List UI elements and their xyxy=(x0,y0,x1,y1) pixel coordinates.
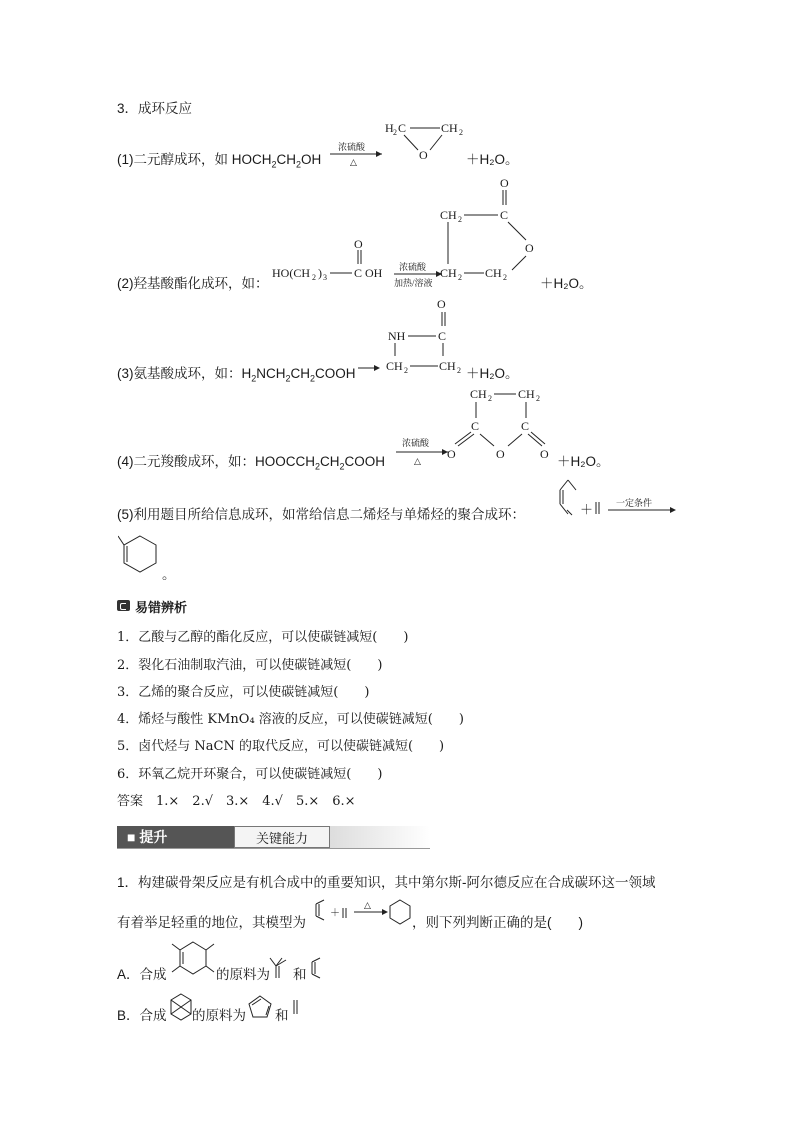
svg-text:NH: NH xyxy=(388,329,406,343)
reagent-label: 浓硫酸 xyxy=(338,142,366,152)
svg-text:C: C xyxy=(398,121,407,135)
svg-text:C: C xyxy=(438,329,447,343)
svg-text:CH: CH xyxy=(386,359,403,373)
item-3-tail: ＋H₂O。 xyxy=(466,366,519,381)
svg-text:浓硫酸: 浓硫酸 xyxy=(399,262,427,272)
svg-text:2: 2 xyxy=(488,394,492,403)
option-b-mid: 的原料为 xyxy=(192,1008,246,1023)
svg-text:加热/溶液: 加热/溶液 xyxy=(394,278,433,288)
item-5-product-ring xyxy=(118,532,163,576)
item-2-tail: ＋H₂O。 xyxy=(540,276,593,291)
item-5-tail: 。 xyxy=(162,567,176,582)
yicuo-item-4: 4．烯烃与酸性 KMnO₄ 溶液的反应，可以使碳链减短( ) xyxy=(117,712,464,727)
svg-text:2: 2 xyxy=(404,366,408,375)
svg-text:C: C xyxy=(500,208,509,222)
svg-text:CH: CH xyxy=(470,387,487,401)
option-b-cyclopentadiene xyxy=(246,994,274,1020)
svg-text:2: 2 xyxy=(393,128,397,137)
banner-tisheng: ■ 提升 xyxy=(117,826,234,848)
svg-text:CH: CH xyxy=(440,208,457,222)
option-b-and: 和 xyxy=(275,1008,289,1023)
svg-text:2: 2 xyxy=(457,366,461,375)
svg-text:C: C xyxy=(521,419,530,433)
option-a-product xyxy=(168,936,218,980)
item-5-text: (5)利用题目所给信息成环，如常给信息二烯烃与单烯烃的聚合成环： xyxy=(117,507,525,522)
yicuo-answer: 答案 1.× 2.√ 3.× 4.√ 5.× 6.× xyxy=(117,794,356,809)
svg-text:C: C xyxy=(354,266,363,280)
svg-text:2: 2 xyxy=(312,273,316,282)
banner-guanjian: 关键能力 xyxy=(234,826,330,848)
svg-text:HO(CH: HO(CH xyxy=(272,266,310,280)
svg-text:C: C xyxy=(471,419,480,433)
item-4-anhydride xyxy=(392,384,572,468)
yicuo-item-3: 3．乙烯的聚合反应，可以使碳链减短( ) xyxy=(117,685,370,700)
svg-text:CH: CH xyxy=(518,387,535,401)
item-1-text: (1)二元醇成环，如 $HOCH_2CH_2OH$ xyxy=(117,152,322,170)
item-3-text: (3)氨基酸成环，如：$H_2NCH_2CH_2COOH$ xyxy=(117,366,356,384)
svg-text:O: O xyxy=(419,148,428,162)
svg-text:＋: ＋ xyxy=(330,908,340,919)
question-line-2b: ，则下列判断正确的是( ) xyxy=(412,915,583,930)
banner-fade xyxy=(330,826,430,848)
svg-text:): ) xyxy=(318,266,322,280)
svg-text:CH: CH xyxy=(441,121,458,135)
svg-text:△: △ xyxy=(364,900,371,910)
svg-text:2: 2 xyxy=(458,215,462,224)
item-1-tail: ＋H₂O。 xyxy=(466,152,519,167)
svg-text:2: 2 xyxy=(536,394,540,403)
option-b-prefix: B．合成 xyxy=(117,1008,167,1023)
yicuo-item-5: 5．卤代烃与 NaCN 的取代反应，可以使碳链减短( ) xyxy=(117,739,445,754)
item-2-reaction xyxy=(272,172,562,292)
item-4-text: (4)二元羧酸成环，如：$HOOCCH_2CH_2COOH$ xyxy=(117,454,386,472)
svg-text:浓硫酸: 浓硫酸 xyxy=(402,438,430,448)
yicuo-item-6: 6．环氧乙烷开环聚合，可以使碳链减短( ) xyxy=(117,767,383,782)
epoxide-h2c: H xyxy=(385,121,394,135)
section-title: 3．成环反应 xyxy=(117,101,193,116)
svg-text:O: O xyxy=(540,447,549,461)
svg-text:O: O xyxy=(500,176,509,190)
yicuo-item-2: 2．裂化石油制取汽油，可以使碳链减短( ) xyxy=(117,658,383,673)
plus-sign: ＋ xyxy=(580,502,594,517)
yicuo-item-1: 1．乙酸与乙醇的酯化反应，可以使碳链减短( ) xyxy=(117,630,409,645)
option-a-prefix: A．合成 xyxy=(117,967,167,982)
question-line-2a: 有着举足轻重的地位，其模型为 xyxy=(117,915,306,930)
item-2-prefix: (2)羟基酸酯化成环，如： xyxy=(117,276,269,291)
svg-text:CH: CH xyxy=(485,266,502,280)
svg-text:3: 3 xyxy=(323,273,327,282)
option-b-ethene xyxy=(290,996,302,1018)
yicuo-icon xyxy=(117,600,130,611)
svg-text:△: △ xyxy=(414,456,421,466)
question-model-reaction xyxy=(312,898,412,930)
option-a-mid: 的原料为 xyxy=(216,967,270,982)
option-b-product xyxy=(168,992,194,1022)
item-4-tail: ＋H₂O。 xyxy=(557,454,610,469)
option-a-diene-2 xyxy=(308,956,328,980)
svg-text:O: O xyxy=(496,447,505,461)
question-line-1: 1．构建碳骨架反应是有机合成中的重要知识，其中第尔斯-阿尔德反应在合成碳环这一领域 xyxy=(117,875,656,890)
svg-text:O: O xyxy=(525,241,534,255)
banner-underline xyxy=(117,848,430,849)
svg-text:O: O xyxy=(354,237,363,251)
option-a-diene xyxy=(266,956,296,980)
condition-label: 一定条件 xyxy=(616,498,653,508)
svg-text:O: O xyxy=(437,297,446,311)
svg-text:CH: CH xyxy=(440,266,457,280)
condition-label: △ xyxy=(350,157,357,167)
svg-text:2: 2 xyxy=(459,128,463,137)
yicuo-title: 易错辨析 xyxy=(135,600,188,615)
svg-text:CH: CH xyxy=(439,359,456,373)
item-5-diene-reaction xyxy=(550,478,680,518)
option-a-and: 和 xyxy=(293,967,307,982)
svg-text:2: 2 xyxy=(458,273,462,282)
svg-text:OH: OH xyxy=(365,266,383,280)
svg-text:O: O xyxy=(447,447,456,461)
svg-text:2: 2 xyxy=(503,273,507,282)
